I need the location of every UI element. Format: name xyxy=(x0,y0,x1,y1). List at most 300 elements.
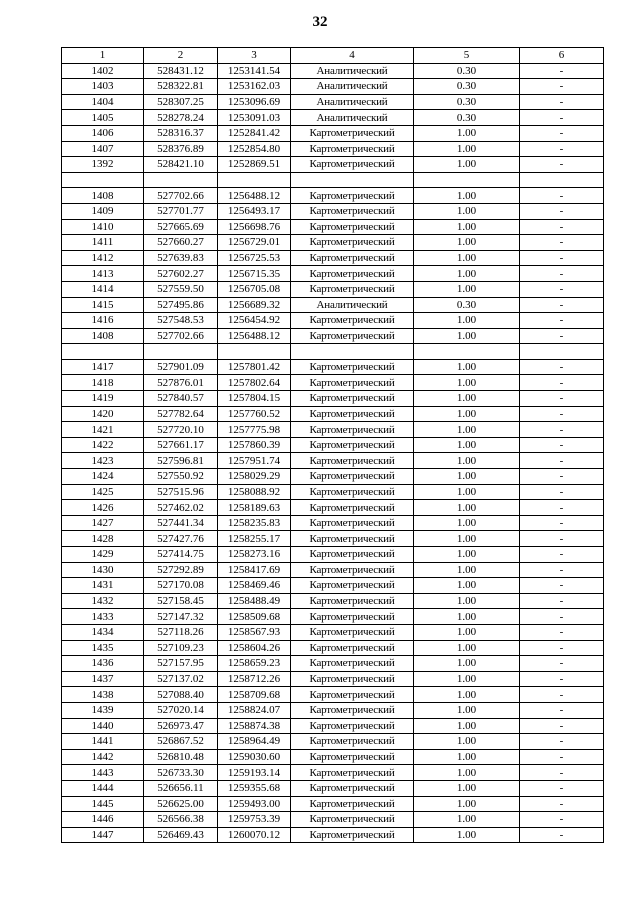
method-cell: Картометрический xyxy=(291,157,414,173)
x-coordinate-cell: 528431.12 xyxy=(144,63,218,79)
y-coordinate-cell: 1258255.17 xyxy=(218,531,291,547)
table-row xyxy=(62,79,604,95)
x-coordinate-cell: 527414.75 xyxy=(144,547,218,563)
note-cell: - xyxy=(520,593,604,609)
y-coordinate-cell: 1259753.39 xyxy=(218,812,291,828)
y-coordinate-cell: 1257860.39 xyxy=(218,437,291,453)
accuracy-cell: 1.00 xyxy=(414,141,520,157)
point-number-cell: 1415 xyxy=(62,297,144,313)
note-cell: - xyxy=(520,531,604,547)
method-cell: Картометрический xyxy=(291,718,414,734)
y-coordinate-cell: 1260070.12 xyxy=(218,827,291,843)
table-row xyxy=(62,812,604,828)
note-cell: - xyxy=(520,157,604,173)
table-row xyxy=(62,640,604,656)
y-coordinate-cell: 1252841.42 xyxy=(218,125,291,141)
table-row xyxy=(62,515,604,531)
accuracy-cell: 1.00 xyxy=(414,780,520,796)
method-cell: Картометрический xyxy=(291,531,414,547)
x-coordinate-cell: 527441.34 xyxy=(144,515,218,531)
note-cell: - xyxy=(520,79,604,95)
note-cell: - xyxy=(520,671,604,687)
note-cell: - xyxy=(520,125,604,141)
point-number-cell: 1430 xyxy=(62,562,144,578)
y-coordinate-cell: 1257801.42 xyxy=(218,359,291,375)
point-number-cell: 1413 xyxy=(62,266,144,282)
note-cell: - xyxy=(520,375,604,391)
point-number-cell: 1443 xyxy=(62,765,144,781)
point-number-cell: 1421 xyxy=(62,422,144,438)
note-cell: - xyxy=(520,359,604,375)
method-cell: Картометрический xyxy=(291,484,414,500)
method-cell: Картометрический xyxy=(291,547,414,563)
table-row xyxy=(62,531,604,547)
method-cell: Картометрический xyxy=(291,812,414,828)
y-coordinate-cell: 1258488.49 xyxy=(218,593,291,609)
table-row xyxy=(62,157,604,173)
x-coordinate-cell: 527088.40 xyxy=(144,687,218,703)
x-coordinate-cell: 527427.76 xyxy=(144,531,218,547)
accuracy-cell: 1.00 xyxy=(414,250,520,266)
accuracy-cell: 1.00 xyxy=(414,640,520,656)
note-cell: - xyxy=(520,203,604,219)
y-coordinate-cell: 1257802.64 xyxy=(218,375,291,391)
note-cell: - xyxy=(520,718,604,734)
note-cell: - xyxy=(520,453,604,469)
accuracy-cell: 1.00 xyxy=(414,328,520,344)
accuracy-cell: 1.00 xyxy=(414,827,520,843)
point-number-cell: 1447 xyxy=(62,827,144,843)
accuracy-cell: 1.00 xyxy=(414,422,520,438)
accuracy-cell: 1.00 xyxy=(414,562,520,578)
method-cell: Картометрический xyxy=(291,593,414,609)
accuracy-cell: 1.00 xyxy=(414,609,520,625)
table-row xyxy=(62,250,604,266)
accuracy-cell: 1.00 xyxy=(414,796,520,812)
note-cell: - xyxy=(520,624,604,640)
note-cell: - xyxy=(520,437,604,453)
y-coordinate-cell: 1258709.68 xyxy=(218,687,291,703)
method-cell: Картометрический xyxy=(291,281,414,297)
column-header: 1 xyxy=(62,48,144,64)
x-coordinate-cell: 528316.37 xyxy=(144,125,218,141)
y-coordinate-cell: 1258088.92 xyxy=(218,484,291,500)
point-number-cell: 1408 xyxy=(62,328,144,344)
point-number-cell: 1426 xyxy=(62,500,144,516)
note-cell: - xyxy=(520,266,604,282)
note-cell xyxy=(520,172,604,188)
table-row xyxy=(62,671,604,687)
y-coordinate-cell: 1256689.32 xyxy=(218,297,291,313)
table-row xyxy=(62,827,604,843)
point-number-cell: 1428 xyxy=(62,531,144,547)
y-coordinate-cell: 1258509.68 xyxy=(218,609,291,625)
method-cell: Картометрический xyxy=(291,780,414,796)
table-row xyxy=(62,780,604,796)
page-number: 32 xyxy=(312,14,328,30)
table-row xyxy=(62,422,604,438)
y-coordinate-cell: 1256715.35 xyxy=(218,266,291,282)
note-cell: - xyxy=(520,702,604,718)
x-coordinate-cell: 526656.11 xyxy=(144,780,218,796)
y-coordinate-cell: 1253141.54 xyxy=(218,63,291,79)
x-coordinate-cell: 526625.00 xyxy=(144,796,218,812)
accuracy-cell: 0.30 xyxy=(414,79,520,95)
accuracy-cell: 1.00 xyxy=(414,578,520,594)
note-cell: - xyxy=(520,656,604,672)
y-coordinate-cell: 1253096.69 xyxy=(218,94,291,110)
method-cell: Картометрический xyxy=(291,734,414,750)
y-coordinate-cell: 1256705.08 xyxy=(218,281,291,297)
table-row xyxy=(62,547,604,563)
note-cell: - xyxy=(520,188,604,204)
point-number-cell: 1408 xyxy=(62,188,144,204)
table-row xyxy=(62,437,604,453)
point-number-cell: 1406 xyxy=(62,125,144,141)
table-row xyxy=(62,125,604,141)
x-coordinate-cell: 527660.27 xyxy=(144,235,218,251)
point-number-cell: 1440 xyxy=(62,718,144,734)
y-coordinate-cell: 1258235.83 xyxy=(218,515,291,531)
x-coordinate-cell: 526867.52 xyxy=(144,734,218,750)
x-coordinate-cell: 526810.48 xyxy=(144,749,218,765)
table-row xyxy=(62,391,604,407)
y-coordinate-cell: 1258604.26 xyxy=(218,640,291,656)
point-number-cell: 1418 xyxy=(62,375,144,391)
y-coordinate-cell: 1252854.80 xyxy=(218,141,291,157)
accuracy-cell xyxy=(414,344,520,360)
table-row xyxy=(62,172,604,188)
y-coordinate-cell: 1257951.74 xyxy=(218,453,291,469)
x-coordinate-cell: 527462.02 xyxy=(144,500,218,516)
method-cell: Картометрический xyxy=(291,687,414,703)
point-number-cell: 1410 xyxy=(62,219,144,235)
note-cell: - xyxy=(520,63,604,79)
accuracy-cell: 1.00 xyxy=(414,203,520,219)
method-cell: Аналитический xyxy=(291,79,414,95)
note-cell: - xyxy=(520,796,604,812)
note-cell: - xyxy=(520,562,604,578)
accuracy-cell: 1.00 xyxy=(414,281,520,297)
method-cell: Картометрический xyxy=(291,624,414,640)
accuracy-cell: 1.00 xyxy=(414,406,520,422)
note-cell: - xyxy=(520,749,604,765)
note-cell: - xyxy=(520,812,604,828)
y-coordinate-cell: 1258874.38 xyxy=(218,718,291,734)
y-coordinate-cell: 1259030.60 xyxy=(218,749,291,765)
method-cell: Картометрический xyxy=(291,328,414,344)
method-cell: Картометрический xyxy=(291,266,414,282)
accuracy-cell: 1.00 xyxy=(414,188,520,204)
point-number-cell: 1434 xyxy=(62,624,144,640)
accuracy-cell: 1.00 xyxy=(414,812,520,828)
note-cell: - xyxy=(520,94,604,110)
point-number-cell: 1414 xyxy=(62,281,144,297)
point-number-cell: 1419 xyxy=(62,391,144,407)
table-row xyxy=(62,734,604,750)
accuracy-cell: 1.00 xyxy=(414,359,520,375)
point-number-cell: 1433 xyxy=(62,609,144,625)
accuracy-cell: 1.00 xyxy=(414,702,520,718)
table-row xyxy=(62,141,604,157)
method-cell: Картометрический xyxy=(291,453,414,469)
method-cell: Картометрический xyxy=(291,125,414,141)
table-row xyxy=(62,94,604,110)
note-cell: - xyxy=(520,297,604,313)
x-coordinate-cell: 527147.32 xyxy=(144,609,218,625)
method-cell: Картометрический xyxy=(291,250,414,266)
accuracy-cell xyxy=(414,172,520,188)
table-row xyxy=(62,702,604,718)
accuracy-cell: 1.00 xyxy=(414,593,520,609)
y-coordinate-cell: 1256454.92 xyxy=(218,313,291,329)
y-coordinate-cell: 1259493.00 xyxy=(218,796,291,812)
x-coordinate-cell: 527665.69 xyxy=(144,219,218,235)
note-cell: - xyxy=(520,328,604,344)
method-cell: Аналитический xyxy=(291,297,414,313)
x-coordinate-cell: 527702.66 xyxy=(144,328,218,344)
point-number-cell: 1403 xyxy=(62,79,144,95)
point-number-cell: 1407 xyxy=(62,141,144,157)
y-coordinate-cell xyxy=(218,344,291,360)
accuracy-cell: 1.00 xyxy=(414,765,520,781)
method-cell: Картометрический xyxy=(291,188,414,204)
x-coordinate-cell: 528307.25 xyxy=(144,94,218,110)
x-coordinate-cell: 528322.81 xyxy=(144,79,218,95)
x-coordinate-cell: 527876.01 xyxy=(144,375,218,391)
method-cell: Картометрический xyxy=(291,578,414,594)
accuracy-cell: 1.00 xyxy=(414,266,520,282)
method-cell xyxy=(291,172,414,188)
accuracy-cell: 1.00 xyxy=(414,687,520,703)
table-row xyxy=(62,765,604,781)
point-number-cell: 1402 xyxy=(62,63,144,79)
point-number-cell: 1435 xyxy=(62,640,144,656)
point-number-cell: 1432 xyxy=(62,593,144,609)
x-coordinate-cell: 527701.77 xyxy=(144,203,218,219)
method-cell: Картометрический xyxy=(291,391,414,407)
y-coordinate-cell: 1258824.07 xyxy=(218,702,291,718)
note-cell: - xyxy=(520,780,604,796)
note-cell xyxy=(520,344,604,360)
x-coordinate-cell: 527158.45 xyxy=(144,593,218,609)
y-coordinate-cell: 1253091.03 xyxy=(218,110,291,126)
point-number-cell: 1446 xyxy=(62,812,144,828)
method-cell: Картометрический xyxy=(291,515,414,531)
point-number-cell: 1429 xyxy=(62,547,144,563)
method-cell: Картометрический xyxy=(291,141,414,157)
x-coordinate-cell: 527109.23 xyxy=(144,640,218,656)
method-cell: Картометрический xyxy=(291,796,414,812)
table-row xyxy=(62,203,604,219)
method-cell: Картометрический xyxy=(291,500,414,516)
point-number-cell: 1392 xyxy=(62,157,144,173)
x-coordinate-cell: 527639.83 xyxy=(144,250,218,266)
column-header: 5 xyxy=(414,48,520,64)
table-row xyxy=(62,188,604,204)
table-row xyxy=(62,796,604,812)
y-coordinate-cell: 1256729.01 xyxy=(218,235,291,251)
x-coordinate-cell: 527602.27 xyxy=(144,266,218,282)
accuracy-cell: 1.00 xyxy=(414,734,520,750)
accuracy-cell: 0.30 xyxy=(414,297,520,313)
point-number-cell: 1444 xyxy=(62,780,144,796)
point-number-cell: 1423 xyxy=(62,453,144,469)
note-cell: - xyxy=(520,469,604,485)
point-number-cell: 1445 xyxy=(62,796,144,812)
table-row xyxy=(62,235,604,251)
x-coordinate-cell: 527782.64 xyxy=(144,406,218,422)
table-row xyxy=(62,110,604,126)
table-row xyxy=(62,453,604,469)
method-cell: Картометрический xyxy=(291,313,414,329)
table-body xyxy=(62,63,604,843)
coordinates-table xyxy=(61,47,604,843)
y-coordinate-cell: 1259355.68 xyxy=(218,780,291,796)
method-cell: Картометрический xyxy=(291,359,414,375)
method-cell: Картометрический xyxy=(291,656,414,672)
table-header-row xyxy=(62,48,604,64)
y-coordinate-cell: 1257804.15 xyxy=(218,391,291,407)
note-cell: - xyxy=(520,500,604,516)
method-cell: Картометрический xyxy=(291,422,414,438)
accuracy-cell: 1.00 xyxy=(414,313,520,329)
accuracy-cell: 1.00 xyxy=(414,624,520,640)
table-row xyxy=(62,328,604,344)
x-coordinate-cell: 527901.09 xyxy=(144,359,218,375)
x-coordinate-cell: 528376.89 xyxy=(144,141,218,157)
method-cell: Картометрический xyxy=(291,609,414,625)
method-cell: Картометрический xyxy=(291,235,414,251)
table-row xyxy=(62,749,604,765)
method-cell: Аналитический xyxy=(291,110,414,126)
y-coordinate-cell: 1252869.51 xyxy=(218,157,291,173)
table-row xyxy=(62,313,604,329)
x-coordinate-cell: 527548.53 xyxy=(144,313,218,329)
table-row xyxy=(62,281,604,297)
point-number-cell: 1409 xyxy=(62,203,144,219)
accuracy-cell: 1.00 xyxy=(414,469,520,485)
method-cell: Аналитический xyxy=(291,63,414,79)
point-number-cell: 1431 xyxy=(62,578,144,594)
point-number-cell: 1441 xyxy=(62,734,144,750)
method-cell: Картометрический xyxy=(291,749,414,765)
x-coordinate-cell: 527720.10 xyxy=(144,422,218,438)
accuracy-cell: 0.30 xyxy=(414,110,520,126)
table-row xyxy=(62,219,604,235)
y-coordinate-cell: 1258659.23 xyxy=(218,656,291,672)
accuracy-cell: 1.00 xyxy=(414,125,520,141)
accuracy-cell: 1.00 xyxy=(414,547,520,563)
point-number-cell: 1417 xyxy=(62,359,144,375)
accuracy-cell: 1.00 xyxy=(414,531,520,547)
accuracy-cell: 1.00 xyxy=(414,453,520,469)
method-cell: Аналитический xyxy=(291,94,414,110)
y-coordinate-cell: 1258417.69 xyxy=(218,562,291,578)
table-row xyxy=(62,609,604,625)
x-coordinate-cell: 527596.81 xyxy=(144,453,218,469)
point-number-cell: 1436 xyxy=(62,656,144,672)
note-cell: - xyxy=(520,640,604,656)
y-coordinate-cell: 1257760.52 xyxy=(218,406,291,422)
table-row xyxy=(62,375,604,391)
note-cell: - xyxy=(520,219,604,235)
x-coordinate-cell: 526733.30 xyxy=(144,765,218,781)
x-coordinate-cell: 527559.50 xyxy=(144,281,218,297)
y-coordinate-cell: 1258567.93 xyxy=(218,624,291,640)
point-number-cell: 1439 xyxy=(62,702,144,718)
y-coordinate-cell: 1258189.63 xyxy=(218,500,291,516)
table-row xyxy=(62,297,604,313)
y-coordinate-cell: 1256488.12 xyxy=(218,188,291,204)
accuracy-cell: 1.00 xyxy=(414,500,520,516)
point-number-cell: 1437 xyxy=(62,671,144,687)
table-row xyxy=(62,484,604,500)
x-coordinate-cell: 526469.43 xyxy=(144,827,218,843)
note-cell: - xyxy=(520,515,604,531)
column-header: 3 xyxy=(218,48,291,64)
method-cell: Картометрический xyxy=(291,469,414,485)
method-cell xyxy=(291,344,414,360)
point-number-cell: 1405 xyxy=(62,110,144,126)
method-cell: Картометрический xyxy=(291,406,414,422)
point-number-cell: 1411 xyxy=(62,235,144,251)
note-cell: - xyxy=(520,734,604,750)
table-row xyxy=(62,266,604,282)
note-cell: - xyxy=(520,578,604,594)
accuracy-cell: 1.00 xyxy=(414,157,520,173)
method-cell: Картометрический xyxy=(291,702,414,718)
accuracy-cell: 0.30 xyxy=(414,63,520,79)
accuracy-cell: 1.00 xyxy=(414,437,520,453)
method-cell: Картометрический xyxy=(291,640,414,656)
method-cell: Картометрический xyxy=(291,671,414,687)
table-row xyxy=(62,656,604,672)
x-coordinate-cell: 527550.92 xyxy=(144,469,218,485)
method-cell: Картометрический xyxy=(291,765,414,781)
note-cell: - xyxy=(520,235,604,251)
accuracy-cell: 0.30 xyxy=(414,94,520,110)
note-cell: - xyxy=(520,281,604,297)
x-coordinate-cell: 527137.02 xyxy=(144,671,218,687)
note-cell: - xyxy=(520,547,604,563)
point-number-cell xyxy=(62,172,144,188)
x-coordinate-cell: 527702.66 xyxy=(144,188,218,204)
table-row xyxy=(62,359,604,375)
point-number-cell: 1425 xyxy=(62,484,144,500)
point-number-cell: 1404 xyxy=(62,94,144,110)
x-coordinate-cell: 528278.24 xyxy=(144,110,218,126)
table-row xyxy=(62,500,604,516)
x-coordinate-cell: 528421.10 xyxy=(144,157,218,173)
accuracy-cell: 1.00 xyxy=(414,749,520,765)
method-cell: Картометрический xyxy=(291,562,414,578)
x-coordinate-cell: 527020.14 xyxy=(144,702,218,718)
method-cell: Картометрический xyxy=(291,437,414,453)
point-number-cell: 1422 xyxy=(62,437,144,453)
y-coordinate-cell: 1257775.98 xyxy=(218,422,291,438)
accuracy-cell: 1.00 xyxy=(414,718,520,734)
accuracy-cell: 1.00 xyxy=(414,515,520,531)
method-cell: Картометрический xyxy=(291,203,414,219)
table-row xyxy=(62,344,604,360)
method-cell: Картометрический xyxy=(291,375,414,391)
y-coordinate-cell: 1256488.12 xyxy=(218,328,291,344)
x-coordinate-cell: 527515.96 xyxy=(144,484,218,500)
table-row xyxy=(62,718,604,734)
accuracy-cell: 1.00 xyxy=(414,484,520,500)
note-cell: - xyxy=(520,484,604,500)
